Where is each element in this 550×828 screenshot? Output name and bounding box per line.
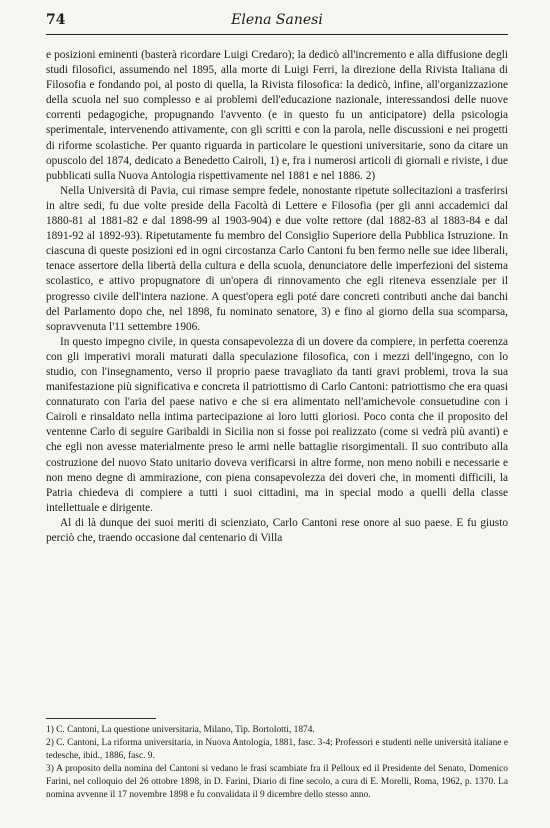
page-header [46, 12, 508, 35]
footnote: 3) A proposito della nomina del Cantoni si vedano le frasi scambiate fra il Pelloux ed il Presidente del Senato, Domenico Farini, nel colloquio del 26 ottobre 1898, in D. Farini, Diario di fine secolo, a cura di E. Morelli, Roma, 1962, p. 1370. La nomina avvenne il 17 novembre 1898 e fu convalidata il 9 dicembre dello stesso anno. [46, 764, 508, 800]
paragraph: Al di là dunque dei suoi meriti di scienziato, Carlo Cantoni rese onore al suo paese. E fu giusto perciò che, traendo occasione dal centenario di Villa [46, 516, 508, 544]
paragraph: Nella Università di Pavia, cui rimase sempre fedele, nonostante ripetute sollecitazioni a trasferirsi in altre sedi, fu due volte preside della Facoltà di Lettere e Filosofia (per gli anni accademici dal 1880-81 al 1881-82 e dal 1898-99 al 1903-904) e due volte rettore (dal 1882-83 al 1883-84 e dal 1891-92 al 1892-93). Ripetutamente fu membro del Consiglio Superiore della Pubblica Istruzione. In ciascuna di queste posizioni ed in ogni circostanza Carlo Cantoni fu ben fermo nelle sue idee liberali, tenace assertore della libertà della cultura e della scuola, denunciatore delle imperfezioni del sistema scolastico, e attivo propugnatore di un'opera di rinnovamento che egli riteneva essenziale per il progresso civile dell'intera nazione. A quest'opera egli poté dare concreti contributi anche dai banchi del Parlamento dopo che, nel 1898, fu nominato senatore, 3) e fino al giorno della sua scomparsa, sopravvenuta l'11 settembre 1906. [46, 184, 508, 333]
paragraph: e posizioni eminenti (basterà ricordare Luigi Credaro); la dedicò all'incremento e alla diffusione degli studi filosofici, assumendo nel 1895, alla morte di Luigi Ferri, la direzione della Rivista Italiana di Filosofia e fondando poi, al posto di quella, la Rivista filosofica: la dedicò, infine, all'organizzazione della scuola nel suo complesso e ai problemi dell'educazione nazionale, interessandosi delle nuove correnti pedagogiche, propugnando l'avvento (e in questo fu un anticipatore) della psicologia sperimentale, intervenendo attivamente, con gli scritti e con la parola, nelle discussioni e nei progetti di riforme scolastiche. Per quanto riguarda in particolare le questioni universitarie, sono da citare un opuscolo del 1874, dedicato a Benedetto Cairoli, 1) e, fra i numerosi articoli di giornali e riviste, i due pubblicati sulla Nuova Antologia rispettivamente nel 1881 e nel 1886. 2) [46, 49, 508, 182]
paragraph: In questo impegno civile, in questa consapevolezza di un dovere da compiere, in perfetta coerenza con gli imperativi morali maturati dalla speculazione filosofica, con i mezzi dell'ingegno, con lo studio, con l'insegnamento, verso il proprio paese travagliato da tanti gravi problemi, trova la sua manifestazione più significativa e concreta il patriottismo di Carlo Cantoni: patriottismo che era quasi connaturato con l'aria del paese nativo e che si era alimentato nell'amichevole consuetudine con i Cairoli e rinsaldato nella intima partecipazione ai loro lutti gloriosi. Poco conta che il proposito del ventenne Carlo di seguire Garibaldi in Sicilia non si fosse poi realizzato (come si vedrà più avanti) e che egli non avesse materialmente preso le armi nelle battaglie risorgimentali. Il suo contributo alla costruzione del nuovo Stato unitario doveva verificarsi in altre forme, non meno nobili e necessarie e non meno degne di ammirazione, con piena consapevolezza dei doveri che, in momenti difficili, la Patria chiedeva di compiere a tutti i suoi cittadini, ma in special modo a quelli della classe intellettuale e dirigente. [46, 335, 508, 514]
body-text [46, 48, 508, 546]
footnote-divider [46, 718, 156, 719]
footnote: 1) C. Cantoni, La questione universitaria, Milano, Tip. Bortolotti, 1874. [46, 725, 315, 735]
running-head: Elena Sanesi [231, 12, 323, 28]
footnotes [46, 724, 508, 802]
footnote: 2) C. Cantoni, La riforma universitaria, in Nuova Antologia, 1881, fasc. 3-4; Professori e studenti nelle università italiane e tedesche, ibid., 1886, fasc. 9. [46, 738, 508, 761]
page-number: 74 [46, 12, 66, 28]
